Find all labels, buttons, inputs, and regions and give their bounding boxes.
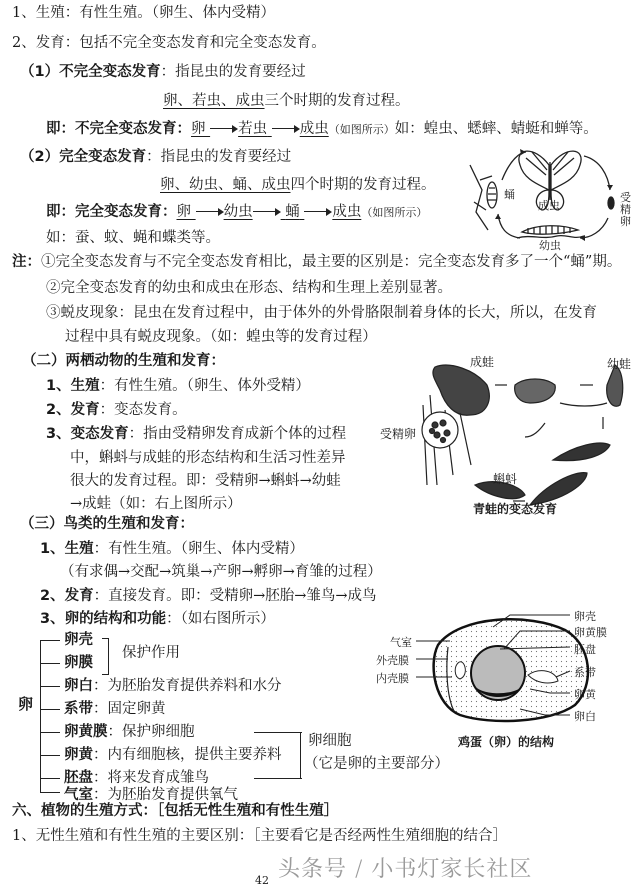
flow-larva: 幼虫 (223, 204, 253, 220)
note-1: ①完全变态发育与不完全变态发育相比，最主要的区别是：完全变态发育多了一个“蛹”期。 (41, 254, 622, 270)
item-num: 3、 (40, 611, 65, 627)
arrow-icon (304, 207, 332, 217)
label-outer-membrane: 外壳膜 (376, 654, 409, 667)
complete-flow (177, 204, 362, 220)
amphibian-cont-2: 很大的发育过程。即：受精卵→蝌蚪→幼蛙 (70, 473, 341, 489)
arrow-icon (272, 124, 300, 134)
item-title: 发育 (70, 402, 100, 418)
frog-figure-caption: 青蛙的变态发育 (473, 502, 558, 516)
incomplete-examples: 如：蝗虫、蟋蟀、蜻蜓和蝉等。 (394, 121, 598, 137)
item-name: 卵白 (64, 678, 93, 694)
egg-structure-heading (40, 610, 275, 628)
note-2: ②完全变态发育的幼虫和成虫在形态、结构和生理上差别显著。 (46, 280, 452, 296)
amphibian-heading: （二）两栖动物的生殖和发育： (22, 353, 225, 369)
egg-figure-caption: 鸡蛋（卵）的结构 (458, 735, 555, 749)
label-tadpole: 蝌蚪 (493, 472, 518, 486)
flow-adult: 成虫 (299, 121, 329, 137)
label-inner-membrane: 内壳膜 (376, 672, 409, 685)
complete-note: （如图所示） (361, 206, 428, 219)
complete-ie-label: 即：完全变态发育： (46, 204, 177, 220)
item-desc: ：为胚胎发育提供氧气 (93, 787, 238, 803)
item-name: 卵黄膜 (64, 724, 108, 740)
egg-structure-figure (370, 605, 640, 755)
bird-heading (20, 515, 194, 533)
item-num: 3、 (46, 426, 71, 442)
plant-line-1: 1、无性生殖和有性生殖的主要区别：［主要看它是否经两性生殖细胞的结合］ (12, 828, 507, 844)
frog-metamorphosis-figure (375, 345, 640, 520)
item-name: 气室 (64, 787, 93, 803)
item-name: 卵膜 (64, 655, 93, 671)
item-name: 系带 (64, 701, 93, 717)
item-text: ：有性生殖。（卵生、体内受精） (93, 541, 304, 557)
flow-egg: 卵 (191, 121, 206, 137)
item-title: 发育 (64, 588, 94, 604)
label-larva: 幼虫 (539, 239, 561, 252)
item-title: 变态发育 (70, 426, 129, 442)
item-num: 1、 (40, 541, 65, 557)
label-fertilized-egg: 受精卵 (380, 427, 417, 441)
complete-metamorphosis-heading-line (20, 148, 291, 166)
item-num: 1、 (46, 378, 71, 394)
label-air-cell: 气室 (390, 636, 412, 649)
item-desc: ：将来发育成雏鸟 (93, 770, 209, 786)
tree-item-germinal-disc (64, 769, 209, 787)
flow-pupa: 蛹 (285, 204, 300, 220)
complete-heading: （2）完全变态发育 (20, 149, 147, 165)
tree-item-albumen (64, 677, 282, 695)
label-adult-frog: 成蛙 (470, 355, 495, 369)
item-text: ：指由受精卵发育成新个体的过程 (128, 426, 347, 442)
item-desc: ：保护卵细胞 (107, 724, 195, 740)
butterfly-lifecycle-figure (462, 140, 640, 250)
flow-adult: 成虫 (332, 204, 362, 220)
tree-root: 卵 (18, 695, 34, 713)
item-text: ：有性生殖。（卵生、体外受精） (99, 378, 310, 394)
note-3b: 过程中具有蜕皮现象。（如：蝗虫等的发育过程） (65, 329, 377, 345)
tree-item-yolk (64, 746, 282, 764)
arrow-icon (253, 207, 281, 217)
label-adult: 成虫 (538, 199, 560, 212)
bird-development (40, 587, 377, 605)
item-desc: ：内有细胞核，提供主要养料 (93, 747, 282, 763)
incomplete-flow-line (46, 120, 598, 139)
complete-stages-rest: 四个时期的发育过程。 (290, 177, 436, 193)
incomplete-heading: （1）不完全变态发育 (20, 64, 161, 80)
arrow-icon (210, 124, 238, 134)
item-title: 卵的结构和功能 (64, 611, 167, 627)
bird-reproduction-process: （有求偶→交配→筑巢→产卵→孵卵→育雏的过程） (60, 564, 382, 580)
label-fertilized-egg: 受精卵 (620, 191, 631, 228)
item-name: 胚盘 (64, 770, 93, 786)
cell-group-note: （它是卵的主要部分） (304, 756, 449, 772)
incomplete-stages-rest: 三个时期的发育过程。 (264, 93, 410, 109)
item-num: 2、 (40, 588, 65, 604)
tree-item-yolk-membrane (64, 723, 195, 741)
item-name: 卵黄 (64, 747, 93, 763)
amphibian-item-3 (46, 425, 346, 443)
protect-bracket (102, 638, 109, 675)
complete-flow-line (46, 203, 427, 222)
complete-def: ：指昆虫的发育要经过 (146, 149, 292, 165)
amphibian-item-1 (46, 377, 310, 395)
insect-reproduction-line: 1、生殖：有性生殖。（卵生、体内受精） (12, 5, 275, 21)
tree-item-chalaza (64, 700, 166, 718)
incomplete-stages: 卵、若虫、成虫 (163, 93, 265, 109)
amphibian-cont-3: →成蛙（如：右上图所示） (70, 496, 242, 512)
incomplete-note: （如图所示） (328, 123, 395, 136)
incomplete-def: ：指昆虫的发育要经过 (160, 64, 306, 80)
incomplete-flow (191, 121, 329, 137)
protect-group-label: 保护作用 (122, 645, 180, 661)
cell-group-label: 卵细胞 (308, 733, 352, 749)
item-title: 生殖 (64, 541, 94, 557)
item-title: 生殖 (70, 378, 100, 394)
insect-development-line: 2、发育：包括不完全变态发育和完全变态发育。 (12, 35, 326, 51)
label-shell: 卵壳 (574, 610, 596, 623)
complete-examples: 如：蚕、蚊、蝇和蝶类等。 (46, 230, 220, 246)
amphibian-item-2 (46, 401, 187, 419)
plant-heading: 六、植物的生殖方式：［包括无性生殖和有性生殖］ (12, 803, 339, 819)
item-desc: ：固定卵黄 (93, 701, 166, 717)
incomplete-metamorphosis-heading-line (20, 63, 306, 81)
note-label: 注： (12, 254, 41, 270)
incomplete-stages-line (163, 92, 410, 110)
bird-heading-text: （三）鸟类的生殖和发育： (20, 516, 194, 532)
cell-bracket (300, 732, 301, 778)
flow-nymph: 若虫 (238, 121, 268, 137)
label-chalaza: 系带 (574, 666, 596, 679)
bird-reproduction (40, 540, 304, 558)
label-albumen: 卵白 (574, 710, 596, 723)
item-desc: ：为胚胎发育提供养料和水分 (93, 678, 282, 694)
note-3a: ③蜕皮现象：昆虫在发育过程中，由于体外的外骨胳限制着身体的长大，所以，在发育 (46, 305, 597, 321)
label-germinal-disc: 胚盘 (574, 643, 596, 656)
watermark: 头条号 / 小书灯家长社区 (278, 857, 533, 882)
flow-egg: 卵 (176, 204, 191, 220)
note-1-line (12, 253, 621, 271)
incomplete-ie-label: 即：不完全变态发育： (46, 121, 191, 137)
complete-stages: 卵、幼虫、蛹、成虫 (160, 177, 291, 193)
tree-item-shell (64, 631, 93, 649)
item-text: ：直接发育。即：受精卵→胚胎→雏鸟→成鸟 (93, 588, 377, 604)
arrow-icon (196, 207, 224, 217)
amphibian-cont-1: 中，蝌蚪与成蛙的形态结构和生活习性差异 (70, 450, 346, 466)
item-text: ：变态发育。 (99, 402, 187, 418)
label-young-frog: 幼蛙 (607, 357, 632, 371)
label-yolk-membrane: 卵黄膜 (574, 626, 607, 639)
label-pupa: 蛹 (504, 188, 515, 201)
item-text: ：（如右图所示） (166, 611, 275, 627)
tree-item-membrane (64, 654, 93, 672)
page-number: 42 (255, 874, 269, 887)
item-name: 卵壳 (64, 632, 93, 648)
item-num: 2、 (46, 402, 71, 418)
complete-stages-line (160, 176, 436, 194)
label-yolk: 卵黄 (574, 688, 596, 701)
butterfly-lifecycle-diagram (462, 140, 640, 250)
